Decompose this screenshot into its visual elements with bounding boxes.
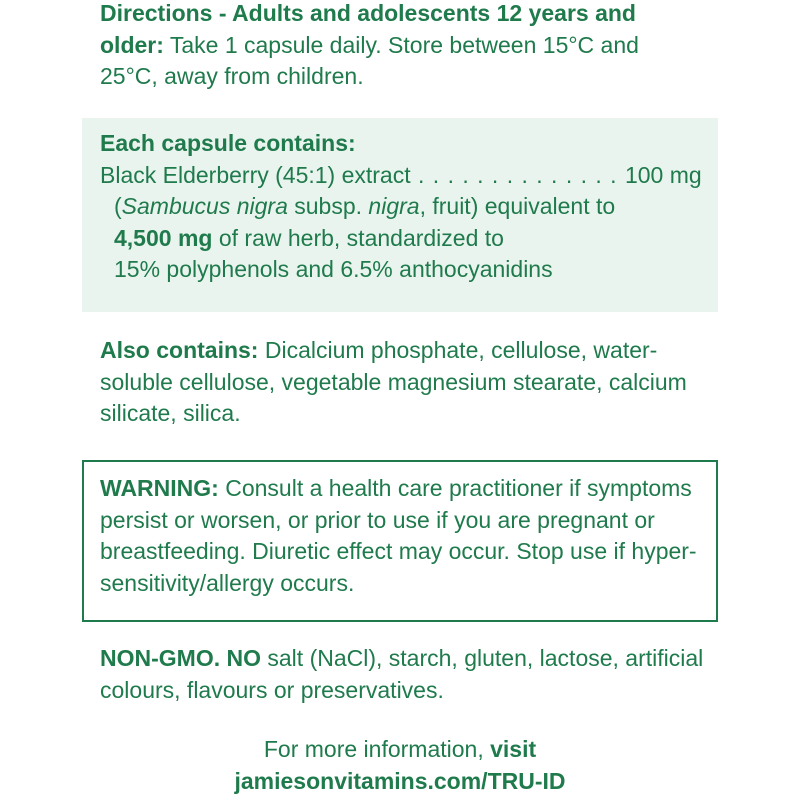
ingredient-amount: 100 mg	[624, 161, 702, 188]
equivalent-line	[100, 223, 710, 255]
ingredient-source-line	[100, 191, 710, 223]
warning-text: Consult a health care practitioner if symptoms persist or worsen, or prior to use if you are pregnant or breastfeeding. Diuretic effect may occur. Stop use if hyper-sensitivity/allergy occurs.	[100, 475, 697, 596]
more-info	[0, 734, 800, 797]
warning-paragraph	[100, 473, 710, 599]
non-gmo-heading: NON-GMO. NO	[100, 645, 261, 671]
capsule-contents	[100, 128, 710, 286]
non-gmo-paragraph	[100, 643, 710, 706]
more-info-line	[0, 734, 800, 766]
capsule-heading: Each capsule contains:	[100, 130, 356, 156]
source-rest: , fruit) equivalent to	[419, 193, 616, 219]
directions-paragraph	[100, 0, 700, 93]
ingredient-name: Black Elderberry (45:1) extract	[100, 161, 411, 188]
subsp-label: subsp.	[287, 193, 369, 219]
more-info-text: For more information,	[263, 736, 491, 762]
standardization-line: 15% polyphenols and 6.5% anthocyanidins	[114, 256, 553, 282]
subspecies-name: nigra	[368, 193, 420, 219]
website-link[interactable]: jamiesonvitamins.com/TRU-ID	[234, 767, 566, 794]
warning-heading: WARNING:	[100, 475, 219, 501]
paren-open: (	[114, 193, 122, 219]
also-contains-text: Dicalcium phosphate, cellulose, water-soluble cellulose, vegetable magnesium stearate, calcium silicate, silica.	[100, 337, 687, 426]
equivalent-rest: of raw herb, standardized to	[212, 224, 504, 251]
also-contains-heading: Also contains:	[100, 337, 259, 363]
raw-herb-amount: 4,500 mg	[114, 224, 213, 251]
ingredient-line	[100, 160, 710, 192]
species-name: Sambucus nigra	[121, 193, 288, 219]
non-gmo-text: salt (NaCl), starch, gluten, lactose, artificial colours, flavours or preservatives.	[100, 645, 704, 703]
directions-text: Take 1 capsule daily. Store between 15°C and 25°C, away from children.	[100, 31, 639, 89]
directions-heading: Directions - Adults and adolescents 12 years and older:	[100, 0, 636, 58]
also-contains-paragraph	[100, 335, 710, 430]
leader-dots: . . . . . . . . . . . . . .	[410, 161, 625, 188]
visit-label: visit	[490, 736, 537, 762]
